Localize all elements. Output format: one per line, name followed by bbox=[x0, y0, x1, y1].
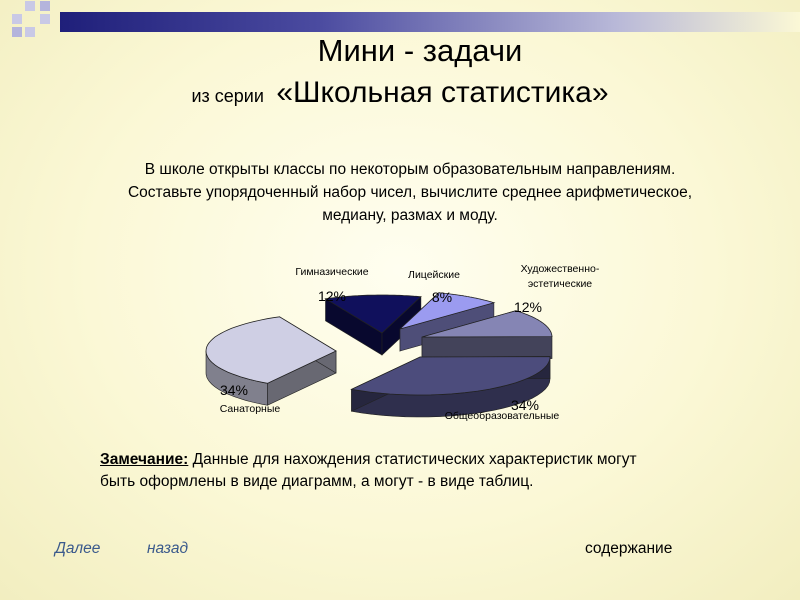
slice-value-label: 34% bbox=[510, 397, 540, 413]
note-block bbox=[100, 449, 740, 493]
contents-link[interactable]: содержание bbox=[585, 540, 673, 557]
pie-slice-cut bbox=[422, 337, 552, 359]
slice-value-label: 8% bbox=[431, 289, 453, 305]
slice-value-label: 12% bbox=[317, 288, 347, 304]
note-text: Данные для нахождения статистических характеристик могут bbox=[188, 451, 637, 468]
slice-value-label: 12% bbox=[513, 299, 543, 315]
slice-label: Гимназические bbox=[295, 266, 369, 278]
series-name: «Школьная статистика» bbox=[276, 76, 609, 109]
slice-label: Художественно- bbox=[520, 263, 600, 275]
slide-title: Мини - задачи bbox=[317, 33, 523, 68]
task-line: медиану, размах и моду. bbox=[322, 207, 498, 224]
slice-value-label: 34% bbox=[219, 382, 249, 398]
back-link[interactable]: назад bbox=[147, 540, 189, 557]
note-text: быть оформлены в виде диаграмм, а могут - в виде таблиц. bbox=[100, 473, 534, 490]
note-label: Замечание: bbox=[100, 451, 189, 468]
slice-label: Общеобразовательные bbox=[444, 410, 560, 422]
task-line: Составьте упорядоченный набор чисел, вычислите среднее арифметическое, bbox=[127, 184, 693, 201]
slice-label: Санаторные bbox=[219, 403, 281, 415]
next-link[interactable]: Далее bbox=[55, 540, 101, 557]
slice-label: эстетические bbox=[527, 278, 593, 290]
slice-label: Лицейские bbox=[408, 269, 460, 281]
series-prefix: из серии bbox=[191, 86, 264, 106]
task-line: В школе открыты классы по некоторым образовательным направлениям. bbox=[144, 161, 676, 178]
